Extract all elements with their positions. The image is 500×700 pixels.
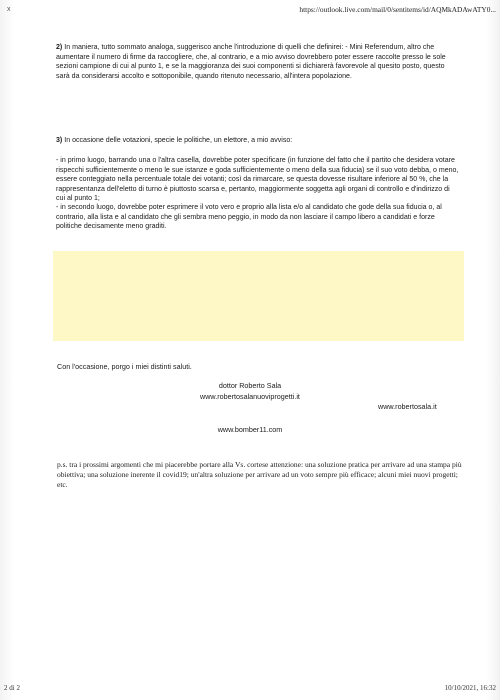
section-3-intro-text: In occasione delle votazioni, specie le politiche, un elettore, a mio avviso: bbox=[64, 137, 293, 144]
section-2-number: 2) bbox=[56, 44, 63, 51]
closing-greeting: Con l'occasione, porgo i miei distinti saluti. bbox=[57, 362, 192, 371]
section-2-text: In maniera, tutto sommato analoga, suggerisco anche l'introduzione di quelli che definirei: - Mini Referendum, altro che aumentare il numero di firme da raccogliere, che, al contrario, e a mio avviso dovrebbero poter essere raccolte presso le sole sezioni campione di cui al punto 1, e se la maggioranza dei suoi componenti si dichiarerà favorevole al quesito posto, questo sarà da considerarsi accolto e sottoponibile, quando ritenuto necessario, all'intera popolazione. bbox=[56, 44, 446, 80]
postscript: p.s. tra i prossimi argomenti che mi piacerebbe portare alla Vs. cortese attenzione: una soluzione pratica per arrivare ad una stampa più obiettiva; una soluzione inerente il covid19; un'altra soluzione per arrivare ad un voto sempre più efficace; alcuni miei nuovi progetti; etc. bbox=[57, 460, 462, 490]
signature-name: dottor Roberto Sala bbox=[218, 381, 282, 390]
section-3-point-a: - in primo luogo, barrando una o l'altra casella, dovrebbe poter specificare (in funzione del fatto che il partito che desidera votare rispecchi sufficientemente o meno le sue istanze e goda sufficientemente o meno della sua fiducia) se il suo voto debba, o meno, essere conteggiato nella percentuale totale dei votanti; così da rimarcare, se questa dovesse risultare inferiore al 50 %, che la rappresentanza dell'eletto di turno è piuttosto scarsa e, pertanto, maggiormente soggetta agli organi di controllo e d'indirizzo di cui al punto 1; bbox=[56, 157, 459, 203]
page-number: 2 di 2 bbox=[4, 684, 20, 692]
corner-mark: x bbox=[7, 6, 11, 13]
section-3-number: 3) bbox=[56, 137, 63, 144]
signature-website-3: www.bomber11.com bbox=[217, 425, 283, 434]
page-url: https://outlook.live.com/mail/0/sentitems/id/AQMkADAwATY0... bbox=[299, 5, 496, 14]
highlighted-blank-area bbox=[53, 251, 464, 341]
signature-website-2: www.robertosala.it bbox=[378, 402, 437, 411]
signature-website-1: www.robertosalanuoviprogetti.it bbox=[200, 392, 300, 401]
section-3-point-b: - in secondo luogo, dovrebbe poter esprimere il voto vero e proprio alla lista e/o al candidato che gode della sua fiducia o, al contrario, alla lista e al candidato che gli sembra meno peggio, in modo da non lasciare il campo libero a candidati e forze politiche decisamente meno graditi. bbox=[56, 204, 442, 231]
section-3-intro bbox=[56, 136, 460, 146]
print-datetime: 10/10/2021, 16:32 bbox=[444, 684, 496, 692]
section-2-paragraph bbox=[56, 43, 460, 81]
